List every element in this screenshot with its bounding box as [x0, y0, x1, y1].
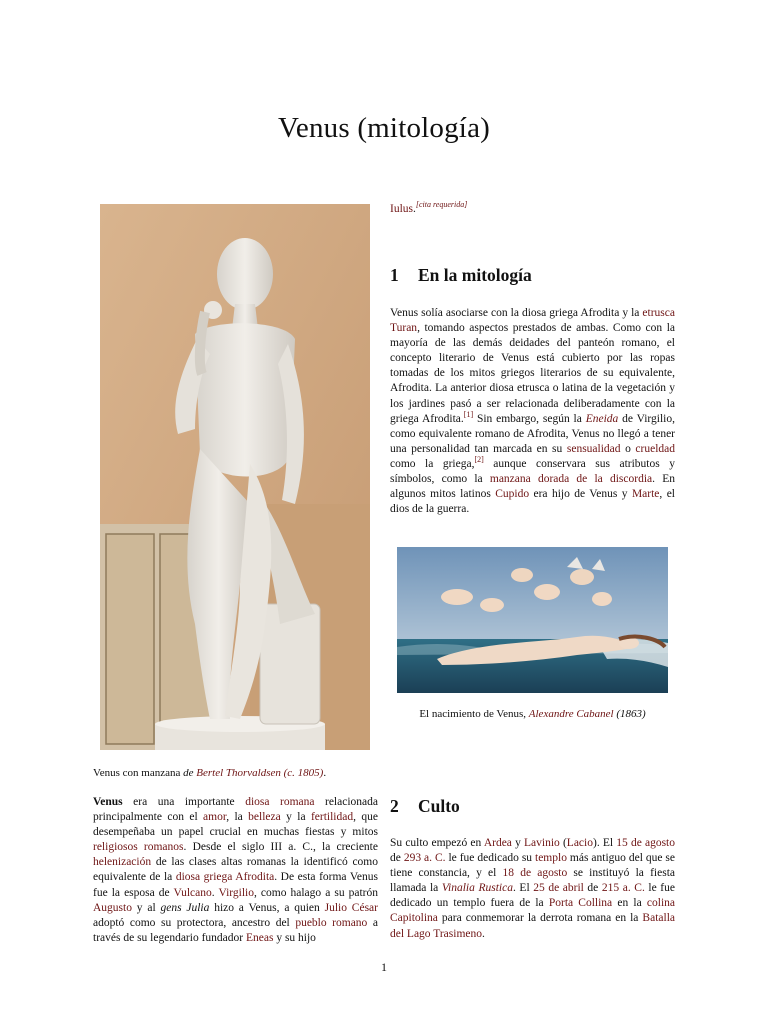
- caption-de: de: [183, 767, 197, 779]
- intro-link[interactable]: religiosos romanos: [93, 841, 184, 854]
- intro-text: Venus: [93, 796, 123, 808]
- intro-link[interactable]: Eneas: [245, 931, 274, 944]
- mitologia-text: , tomando aspectos prestados de ambas. Como con la mayoría de las demás deidades del panteón romano, el concepto literario de Venus está cubierto por las ropas tomadas de los mitos griegos literarios de su equivalente, Afrodita. La anterior diosa etrusca o latina de la vegetación y los jardines pasó a ser relacionada deliberadamente con la griega Afrodita.: [390, 322, 675, 425]
- period: .: [413, 203, 416, 215]
- culto-text: ). El: [592, 837, 617, 849]
- mitologia-link[interactable]: sensualidad: [566, 442, 621, 455]
- intro-text: . Desde el siglo III a. C., la creciente: [183, 841, 378, 854]
- mitologia-link[interactable]: manzana dorada de la discordia: [489, 473, 653, 486]
- culto-text: le fue dedicado un templo fuera de la: [390, 882, 675, 910]
- mitologia-link[interactable]: [1]: [463, 409, 474, 419]
- section-heading-culto: [390, 796, 460, 817]
- mitologia-link[interactable]: Marte: [631, 488, 660, 501]
- mitologia-text: Venus solía asociarse con la diosa griega Afrodita y la: [390, 307, 643, 319]
- section-heading-mitologia: [390, 265, 532, 286]
- mitologia-link[interactable]: Eneida: [585, 412, 619, 425]
- cita-requerida-note[interactable]: [cita requerida]: [415, 200, 468, 210]
- link-iulus[interactable]: Iulus: [390, 203, 413, 215]
- caption-text: Venus con manzana: [93, 767, 184, 779]
- culto-text: en la: [612, 897, 647, 910]
- culto-text: .: [482, 927, 485, 940]
- culto-text: se instituyó la fiesta llamada la: [390, 867, 675, 895]
- birth-of-venus-image: [397, 547, 668, 693]
- mitologia-text: . En algunos mitos latinos: [390, 473, 675, 501]
- intro-link[interactable]: Virgilio: [218, 886, 254, 899]
- venus-statue-image: [100, 204, 370, 750]
- intro-text: .: [211, 886, 219, 899]
- statue-photo[interactable]: [100, 204, 370, 750]
- culto-text: . El: [512, 882, 534, 895]
- intro-link[interactable]: belleza: [248, 811, 281, 824]
- caption-date: (1863): [613, 708, 646, 720]
- caption-link-thorvaldsen[interactable]: Bertel Thorvaldsen: [196, 767, 281, 779]
- page-title: Venus (mitología): [277, 112, 490, 144]
- culto-text: (: [559, 837, 567, 849]
- intro-text: . De esta forma Venus fue la esposa de: [93, 871, 378, 899]
- intro-paragraph: [93, 795, 378, 946]
- mitologia-text: o: [620, 442, 636, 455]
- intro-text: relacionada principalmente con el: [93, 796, 378, 824]
- mitologia-link[interactable]: [2]: [474, 455, 484, 465]
- culto-text: y: [511, 837, 524, 849]
- mitologia-link[interactable]: etrusca Turan: [390, 307, 675, 335]
- painting-caption: [390, 708, 675, 720]
- intro-text: y la: [280, 811, 311, 824]
- caption-text: El nacimiento de Venus,: [419, 708, 529, 720]
- intro-text: y al: [131, 901, 161, 914]
- intro-link[interactable]: Vulcano: [173, 886, 212, 899]
- culto-link[interactable]: Porta Collina: [548, 897, 613, 910]
- culto-paragraph: [390, 836, 675, 942]
- culto-text: de: [390, 852, 404, 865]
- culto-link[interactable]: colina Capitolina: [390, 897, 675, 925]
- intro-text: a través de su legendario fundador: [93, 916, 378, 944]
- section-number: 1: [390, 265, 399, 285]
- painting-image[interactable]: [397, 547, 668, 693]
- intro-text: gens Julia: [160, 901, 210, 914]
- intro-text: hizo a Venus, a quien: [209, 901, 325, 914]
- continued-fragment: [390, 200, 468, 215]
- intro-text: era una importante: [122, 796, 246, 808]
- culto-link[interactable]: 15 de agosto: [616, 837, 675, 849]
- intro-text: , como halago a su patrón: [254, 886, 378, 899]
- page-number: 1: [381, 960, 387, 974]
- section-number: 2: [390, 796, 399, 816]
- intro-link[interactable]: amor: [203, 811, 227, 824]
- culto-link[interactable]: 25 de abril: [533, 882, 584, 895]
- culto-link[interactable]: Ardea: [483, 837, 512, 849]
- intro-text: y su hijo: [273, 931, 316, 944]
- culto-text: para conmemorar la derrota romana en la: [437, 912, 643, 925]
- culto-text: de: [583, 882, 602, 895]
- mitologia-link[interactable]: crueldad: [635, 442, 675, 455]
- intro-link[interactable]: diosa griega Afrodita: [175, 871, 275, 884]
- intro-text: adoptó como su protectora, ancestro del: [93, 916, 296, 929]
- mitologia-text: era hijo de Venus y: [529, 488, 632, 501]
- mitologia-text: aunque conservara sus atributos y símbolos, como la: [390, 457, 675, 486]
- mitologia-text: , el dios de la guerra.: [390, 488, 675, 516]
- intro-text: , que desempeñaba un papel crucial en muchas fiestas y mitos: [93, 811, 378, 839]
- culto-link[interactable]: templo: [535, 852, 567, 865]
- intro-text: de las clases altas romanas la identificó como equivalente de la: [93, 856, 378, 884]
- culto-link[interactable]: 293 a. C.: [403, 852, 446, 865]
- intro-link[interactable]: Augusto: [93, 901, 132, 914]
- culto-text: más antiguo del que se tiene constancia, y el: [390, 852, 675, 880]
- mitologia-link[interactable]: Cupido: [495, 488, 530, 501]
- intro-link[interactable]: helenización: [93, 856, 152, 869]
- mitologia-paragraph: [390, 306, 675, 517]
- culto-link[interactable]: Batalla del Lago Trasimeno: [390, 912, 675, 940]
- mitologia-text: como la griega,: [390, 457, 475, 470]
- culto-link[interactable]: Lacio: [566, 837, 593, 849]
- section-heading-text: Culto: [418, 796, 460, 816]
- statue-caption: [93, 766, 373, 780]
- culto-text: Su culto empezó en: [390, 837, 484, 849]
- mitologia-text: Sin embargo, según la: [473, 412, 586, 425]
- culto-text: le fue dedicado su: [445, 852, 535, 865]
- intro-text: , la: [226, 811, 249, 824]
- culto-link[interactable]: Lavinio: [524, 837, 560, 849]
- culto-link[interactable]: Vinalia Rustica: [441, 882, 513, 895]
- section-heading-text: En la mitología: [418, 265, 532, 285]
- culto-link[interactable]: 215 a. C.: [601, 882, 645, 895]
- mitologia-text: de Virgilio, como equivalente romano de Afrodita, Venus no llegó a tener una personalidad tan marcada en su: [390, 412, 676, 455]
- caption-link-cabanel[interactable]: Alexandre Cabanel: [528, 708, 614, 720]
- intro-link[interactable]: Julio César: [324, 901, 378, 914]
- intro-link[interactable]: diosa romana: [245, 796, 315, 808]
- culto-link[interactable]: 18 de agosto: [502, 867, 568, 880]
- caption-date: (c. 1805): [280, 767, 324, 779]
- intro-link[interactable]: pueblo romano: [295, 916, 368, 929]
- intro-link[interactable]: fertilidad: [310, 811, 354, 824]
- caption-end: .: [323, 767, 327, 779]
